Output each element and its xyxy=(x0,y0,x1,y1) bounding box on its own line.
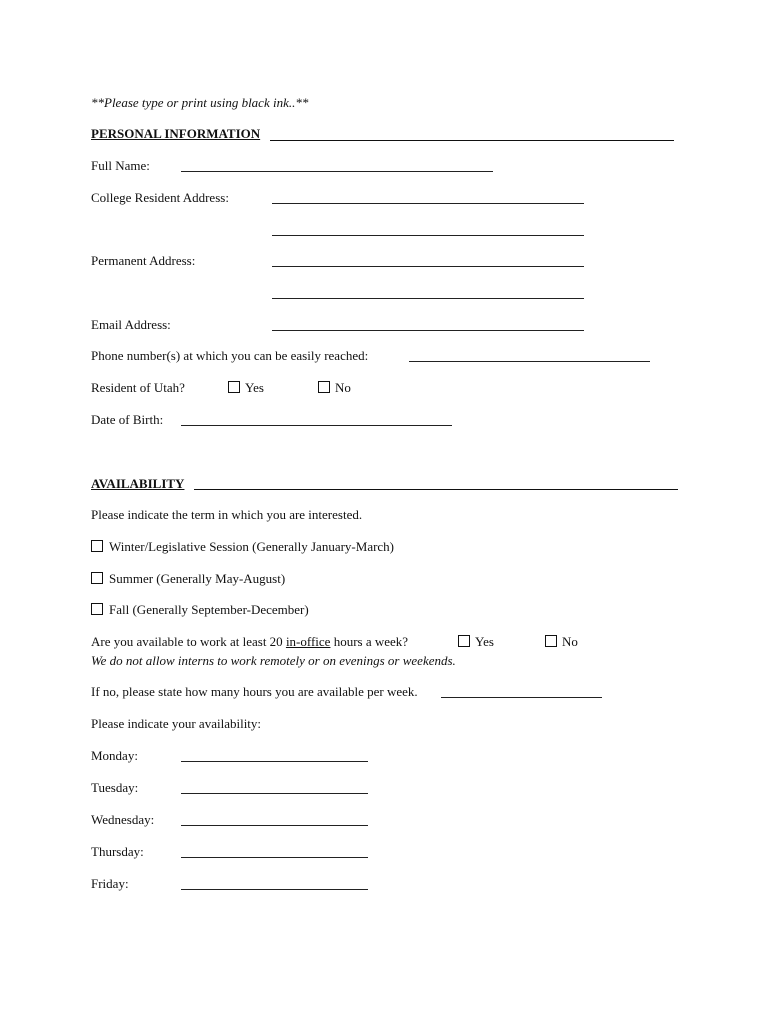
day-label-monday: Monday: xyxy=(91,748,138,763)
term-winter-checkbox[interactable] xyxy=(91,540,103,552)
day-label-tuesday: Tuesday: xyxy=(91,780,139,795)
day-label-friday: Friday: xyxy=(91,876,129,891)
hours-no-checkbox[interactable] xyxy=(545,635,557,647)
hours-if-no-field[interactable] xyxy=(441,697,602,698)
term-fall-checkbox[interactable] xyxy=(91,603,103,615)
hours-question xyxy=(91,634,408,650)
personal-heading-rule xyxy=(270,140,674,141)
permanent-address-line-2[interactable] xyxy=(272,298,584,299)
friday-field[interactable] xyxy=(181,889,368,890)
term-fall-label: Fall (Generally September-December) xyxy=(109,602,309,617)
full-name-field[interactable] xyxy=(181,171,493,172)
hours-if-no-label: If no, please state how many hours you are available per week. xyxy=(91,684,418,699)
email-field[interactable] xyxy=(272,330,584,331)
in-office-text: in-office xyxy=(285,634,331,649)
dob-label: Date of Birth: xyxy=(91,412,164,427)
phone-field[interactable] xyxy=(409,361,650,362)
permanent-address-line-1[interactable] xyxy=(272,266,584,267)
email-label: Email Address: xyxy=(91,317,171,332)
thursday-field[interactable] xyxy=(181,857,368,858)
utah-resident-label: Resident of Utah? xyxy=(91,380,185,395)
phone-label: Phone number(s) at which you can be easily reached: xyxy=(91,348,369,363)
term-winter-label: Winter/Legislative Session (Generally January-March) xyxy=(109,539,395,554)
wednesday-field[interactable] xyxy=(181,825,368,826)
hours-yes-label: Yes xyxy=(475,634,494,649)
college-address-line-1[interactable] xyxy=(272,203,584,204)
utah-no-label: No xyxy=(335,380,351,395)
hours-question-pre: Are you available to work at least 20 xyxy=(91,634,286,649)
hours-yes-checkbox[interactable] xyxy=(458,635,470,647)
availability-prompt: Please indicate your availability: xyxy=(91,716,262,731)
college-address-label: College Resident Address: xyxy=(91,190,229,205)
dob-field[interactable] xyxy=(181,425,452,426)
term-summer-label: Summer (Generally May-August) xyxy=(109,571,286,586)
monday-field[interactable] xyxy=(181,761,368,762)
hours-question-post: hours a week? xyxy=(330,634,409,649)
day-label-thursday: Thursday: xyxy=(91,844,144,859)
utah-yes-label: Yes xyxy=(245,380,264,395)
utah-no-checkbox[interactable] xyxy=(318,381,330,393)
availability-heading: AVAILABILITY xyxy=(91,476,185,491)
personal-information-heading: PERSONAL INFORMATION xyxy=(91,126,261,141)
utah-yes-checkbox[interactable] xyxy=(228,381,240,393)
hours-no-label: No xyxy=(562,634,578,649)
term-prompt: Please indicate the term in which you are interested. xyxy=(91,507,363,522)
availability-heading-rule xyxy=(194,489,678,490)
term-summer-checkbox[interactable] xyxy=(91,572,103,584)
college-address-line-2[interactable] xyxy=(272,235,584,236)
permanent-address-label: Permanent Address: xyxy=(91,253,196,268)
remote-note: We do not allow interns to work remotely or on evenings or weekends. xyxy=(91,653,456,668)
day-label-wednesday: Wednesday: xyxy=(91,812,155,827)
full-name-label: Full Name: xyxy=(91,158,150,173)
ink-instruction: **Please type or print using black ink..** xyxy=(91,95,309,110)
tuesday-field[interactable] xyxy=(181,793,368,794)
